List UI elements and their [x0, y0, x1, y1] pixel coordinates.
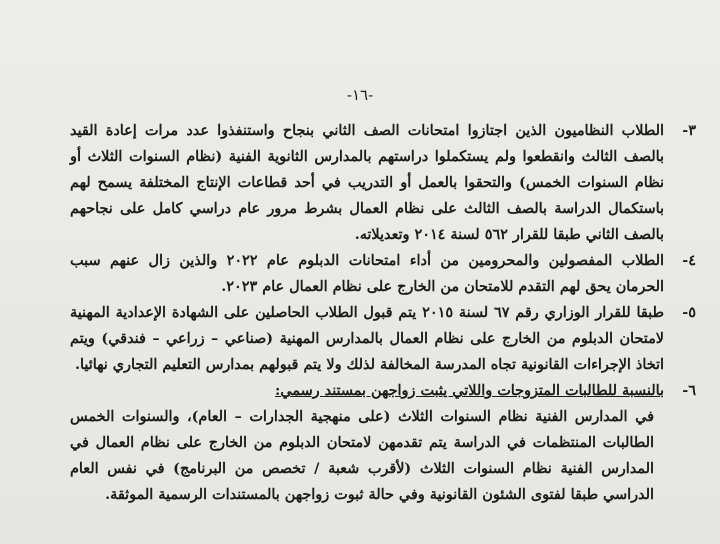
- document-body: [70, 118, 696, 508]
- clause-number: -٥: [682, 304, 696, 321]
- clause-3: [70, 118, 696, 248]
- clause-heading: بالنسبة للطالبات المتزوجات واللاتي يثبت زواجهن بمستند رسمي:: [275, 382, 664, 399]
- clause-number: -٦: [682, 382, 696, 399]
- clause-4: [70, 248, 696, 300]
- page-number: -١٦-: [346, 86, 374, 104]
- clause-text: طبقا للقرار الوزاري رقم ٦٧ لسنة ٢٠١٥ يتم قبول الطلاب الحاصلين على الشهادة الإعدادية المهنية لامتحان الدبلوم من الخارج على نظام العمال بالمدارس المهنية (صناعي – زراعي – فندقي) ويتم اتخاذ الإجراءات القانونية تجاه المدرسة المخالفة لذلك ولا يتم قبولهم بمدارس التعليم التجاري نهائيا.: [70, 304, 664, 373]
- clause-5: [70, 300, 696, 378]
- clause-6: [70, 378, 696, 404]
- clause-number: -٤: [682, 252, 696, 269]
- clause-6-text: في المدارس الفنية نظام السنوات الثلاث (على منهجية الجدارات – العام)، والسنوات الخمس الطالبات المنتظمات في الدراسة يتم تقدمهن لامتحان الدبلوم من الخارج على نظام العمال في المدارس الفنية نظام السنوات الثلاث (لأقرب شعبة / تخصص من البرنامج) في نفس العام الدراسي طبقا لفتوى الشئون القانونية وفي حالة ثبوت زواجهن بالمستندات الرسمية الموثقة.: [70, 408, 654, 503]
- clause-text: الطلاب المفصولين والمحرومين من أداء امتحانات الدبلوم عام ٢٠٢٢ والذين زال عنهم سبب الحرمان يحق لهم التقدم للامتحان من الخارج على نظام العمال عام ٢٠٢٣.: [70, 252, 664, 295]
- clause-text: الطلاب النظاميون الذين اجتازوا امتحانات الصف الثاني بنجاح واستنفذوا عدد مرات إعادة القيد بالصف الثالث وانقطعوا ولم يستكملوا دراستهم بالمدارس الثانوية الفنية (نظام السنوات الثلاث أو نظام السنوات الخمس) والتحقوا بالعمل أو التدريب في أحد قطاعات الإنتاج المختلفة يسمح لهم باستكمال الدراسة بالصف الثالث على نظام العمال بشرط مرور عام دراسي كامل على نجاحهم بالصف الثاني طبقا للقرار ٥٦٢ لسنة ٢٠١٤ وتعديلاته.: [70, 122, 664, 243]
- clause-number: -٣: [682, 122, 696, 139]
